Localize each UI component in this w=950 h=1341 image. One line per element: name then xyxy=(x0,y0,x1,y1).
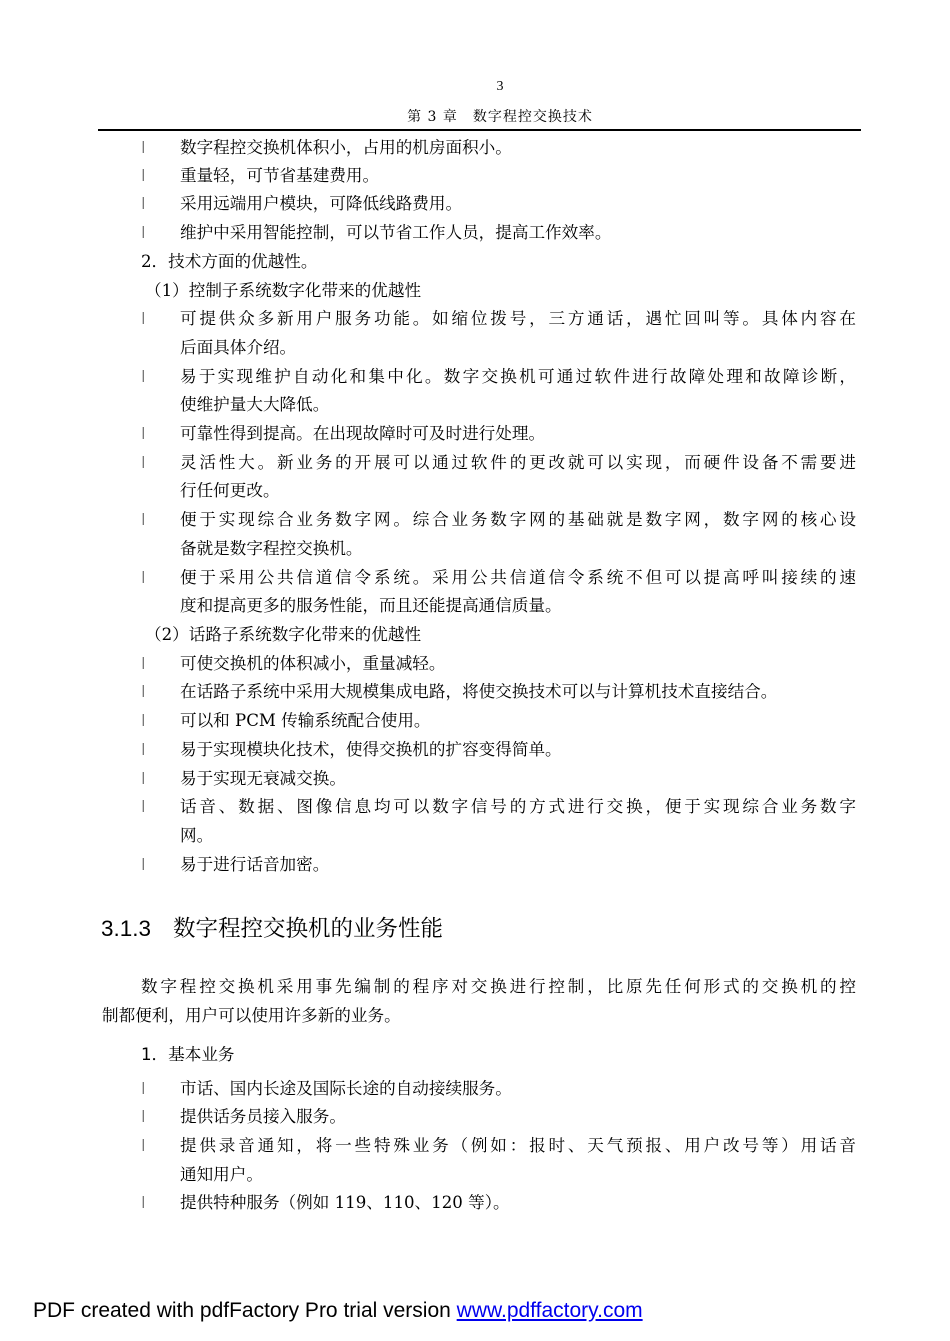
footer-text: PDF created with pdfFactory Pro trial version xyxy=(33,1299,457,1322)
list-item: 提供话务员接入服务。 xyxy=(180,1107,346,1126)
list-item: 可使交换机的体积减小，重量减轻。 xyxy=(180,654,446,673)
list-item-continuation: 备就是数字程控交换机。 xyxy=(180,539,363,558)
list-item-continuation: 使维护量大大降低。 xyxy=(180,395,330,414)
list-item: 数字程控交换机体积小，占用的机房面积小。 xyxy=(180,138,512,157)
bullet-icon: l xyxy=(141,654,146,673)
list-item: 易于实现无衰减交换。 xyxy=(180,769,346,788)
pdf-footer xyxy=(33,1298,643,1324)
bullet-icon: l xyxy=(141,367,146,386)
bullet-icon: l xyxy=(141,1193,146,1212)
section-number: 3.1.3 xyxy=(101,916,152,941)
bullet-icon: l xyxy=(141,453,146,472)
list-item: 易于实现模块化技术，使得交换机的扩容变得简单。 xyxy=(180,740,562,759)
bullet-icon: l xyxy=(141,797,146,816)
list-item: 可靠性得到提高。在出现故障时可及时进行处理。 xyxy=(180,424,546,443)
list-item: 易于实现维护自动化和集中化。数字交换机可通过软件进行故障处理和故障诊断， xyxy=(180,367,856,386)
list-item: 易于进行话音加密。 xyxy=(180,855,330,874)
list-item: 可以和 PCM 传输系统配合使用。 xyxy=(180,711,431,730)
page-number: 3 xyxy=(496,79,504,94)
bullet-icon: l xyxy=(141,711,146,730)
bullet-icon: l xyxy=(141,194,146,213)
list-item: 市话、国内长途及国际长途的自动接续服务。 xyxy=(180,1079,512,1098)
header-rule xyxy=(98,129,861,131)
list-item: 维护中采用智能控制，可以节省工作人员，提高工作效率。 xyxy=(180,223,612,242)
list-item: 灵活性大。新业务的开展可以通过软件的更改就可以实现，而硬件设备不需要进 xyxy=(180,453,856,472)
basic-services-heading: 1．基本业务 xyxy=(141,1045,235,1064)
bullet-icon: l xyxy=(141,1107,146,1126)
list-item: 可提供众多新用户服务功能。如缩位拨号，三方通话，遇忙回叫等。具体内容在 xyxy=(180,309,856,328)
section-heading xyxy=(101,914,443,944)
section-title: 数字程控交换机的业务性能 xyxy=(173,916,444,942)
list-item: 采用远端用户模块，可降低线路费用。 xyxy=(180,194,463,213)
list-item: 在话路子系统中采用大规模集成电路，将使交换技术可以与计算机技术直接结合。 xyxy=(180,682,778,701)
bullet-icon: l xyxy=(141,309,146,328)
bullet-icon: l xyxy=(141,855,146,874)
intro-paragraph-line: 数字程控交换机采用事先编制的程序对交换进行控制，比原先任何形式的交换机的控 xyxy=(141,977,856,996)
bullet-icon: l xyxy=(141,682,146,701)
list-item: 便于采用公共信道信令系统。采用公共信道信令系统不但可以提高呼叫接续的速 xyxy=(180,568,856,587)
intro-paragraph-line: 制都便利，用户可以使用许多新的业务。 xyxy=(102,1006,401,1025)
bullet-icon: l xyxy=(141,1136,146,1155)
list-item-continuation: 后面具体介绍。 xyxy=(180,338,297,357)
bullet-icon: l xyxy=(141,424,146,443)
bullet-icon: l xyxy=(141,568,146,587)
bullet-icon: l xyxy=(141,510,146,529)
bullet-icon: l xyxy=(141,740,146,759)
running-header: 第 3 章 数字程控交换技术 xyxy=(407,109,593,125)
list-item: 话音、数据、图像信息均可以数字信号的方式进行交换，便于实现综合业务数字 xyxy=(180,797,856,816)
control-subheading: （1）控制子系统数字化带来的优越性 xyxy=(145,281,422,300)
bullet-icon: l xyxy=(141,166,146,185)
list-item: 提供特种服务（例如 119、110、120 等）。 xyxy=(180,1193,510,1212)
pdffactory-link[interactable]: www.pdffactory.com xyxy=(456,1299,643,1322)
list-item: 重量轻，可节省基建费用。 xyxy=(180,166,380,185)
list-item: 便于实现综合业务数字网。综合业务数字网的基础就是数字网，数字网的核心设 xyxy=(180,510,856,529)
speech-subheading: （2）话路子系统数字化带来的优越性 xyxy=(145,625,422,644)
technical-heading: 2．技术方面的优越性。 xyxy=(141,252,318,271)
bullet-icon: l xyxy=(141,769,146,788)
list-item-continuation: 度和提高更多的服务性能，而且还能提高通信质量。 xyxy=(180,596,562,615)
bullet-icon: l xyxy=(141,1079,146,1098)
list-item-continuation: 通知用户。 xyxy=(180,1165,263,1184)
list-item-continuation: 网。 xyxy=(180,826,214,845)
bullet-icon: l xyxy=(141,138,146,157)
list-item-continuation: 行任何更改。 xyxy=(180,481,280,500)
bullet-icon: l xyxy=(141,223,146,242)
list-item: 提供录音通知，将一些特殊业务（例如：报时、天气预报、用户改号等）用话音 xyxy=(180,1136,856,1155)
